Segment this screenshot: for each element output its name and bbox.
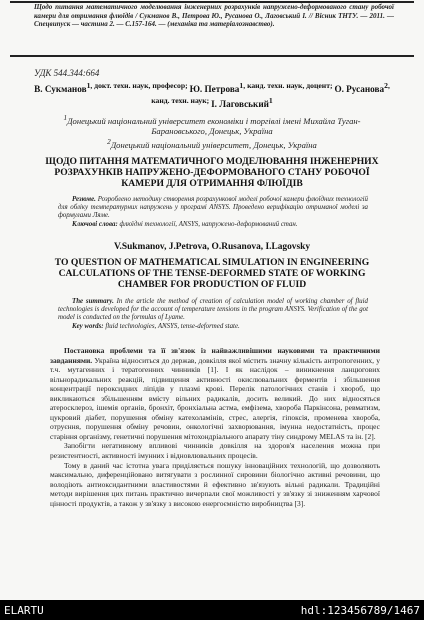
body-paragraph-1	[50, 346, 380, 441]
viewer-footer-bar	[0, 600, 424, 620]
abstract-label: The summary.	[72, 298, 114, 305]
body-text	[50, 346, 380, 508]
author-role: 1, докт. техн. наук, професор;	[86, 81, 190, 90]
title-ukrainian: ЩОДО ПИТАННЯ МАТЕМАТИЧНОГО МОДЕЛЮВАННЯ ІНЖЕНЕРНИХ РОЗРАХУНКІВ НАПРУЖЕНО-ДЕФОРМОВАНОГО СТАНУ РОБОЧОЇ КАМЕРИ ДЛЯ ОТРИМАННЯ ФЛЮЇДІВ	[45, 156, 379, 190]
affiliation-text: Донецький національний університет економіки і торгівлі імені Михайла Туган-Барановського, Донецьк, Україна	[67, 115, 361, 137]
affiliations	[60, 113, 364, 151]
keywords-text: fluid technologies, ANSYS, tense-deformed state.	[103, 322, 240, 330]
authors-ukrainian	[34, 80, 390, 111]
section-heading: Постановка проблеми та її зв'язок із найважливішими науковими та практичними завданнями.	[50, 346, 380, 365]
affiliation-marker: 1	[63, 114, 68, 122]
abstract-text: In the article the method of creation of calculation model of working chamber of fluid technologies is developed for the account of temperature tensions in the program ANSYS. Verification of the got model is conducted on the formulas of Lyame.	[58, 298, 368, 322]
affiliation-marker: 2	[107, 138, 111, 147]
author-name: І. Лаговський	[211, 99, 269, 110]
keywords-label: Key words:	[72, 322, 104, 330]
repository-name: ELARTU	[4, 604, 44, 617]
body-paragraph-3: Тому в даний час істотна увага приділяється пошуку інноваційних технологій, що дозволяють максимально, диференційовано витягувати з рослинної сировини біологічно активні речовини, що володіють антиоксидантними властивостями й ефективно зв'язують вільні радикали. Традиційні методи вирішення цих питань практично вичерпали свої можливості у зв'язку зі зниженням харчової цінності продуктів, а також у зв'язку з високою енергоємністю виробництва [3].	[50, 460, 380, 508]
header-bottom-rule	[10, 55, 414, 57]
author-name: В. Сукманов	[34, 84, 87, 95]
author-role: 2, канд. техн. наук;	[151, 81, 390, 106]
affiliation-2	[60, 137, 364, 150]
abstract-label: Резюме.	[72, 196, 96, 203]
handle-identifier: hdl:123456789/1467	[300, 604, 420, 617]
body-paragraph-2: Запобігти негативному впливові чинників довкілля на здоров'я населення можна при резистентності, активності імунних і відновлювальних процесів.	[50, 441, 380, 461]
author-role: 1	[268, 96, 273, 106]
affiliation-1	[60, 113, 364, 137]
keywords-label: Ключові слова:	[72, 220, 118, 228]
udk-code: УДК 544.344:664	[34, 68, 100, 78]
citation-header: Щодо питання математичного моделювання інженерних розрахунків напружено-деформованого стану робочої камери для отримання флюїдів / Сукманов В., Петрова Ю., Русанова О., Лаговський І. // Вісник ТНТУ. — 2011. — Спецвипуск — частина 2. — С.157-164. — (механіка та матеріалознавство).	[34, 3, 394, 29]
title-english: TO QUESTION OF MATHEMATICAL SIMULATION IN ENGINEERING CALCULATIONS OF THE TENSE-DEFORMED STATE OF WORKING CHAMBER FOR PRODUCTION OF FLUID	[54, 257, 370, 291]
author-name: О. Русанова	[334, 84, 385, 95]
abstract-ukrainian	[58, 196, 368, 229]
abstract-text: Розроблено методику створення розрахункової моделі робочої камери флюїдних технологій для обліку температурних напружень у програмі ANSYS. Проведено верифікацію отриманої моделі за формулами Ляме.	[58, 196, 368, 220]
author-name: Ю. Петрова	[189, 84, 240, 95]
keywords-text: флюїдні технології, ANSYS, напружено-деформований стан.	[117, 220, 298, 228]
author-role: 1, канд. техн. наук, доцент;	[239, 81, 335, 90]
authors-english: V.Sukmanov, J.Petrova, O.Rusanova, I.Lagovsky	[113, 242, 311, 252]
paragraph-text: Україна відноситься до держав, довкілля якої містить значну кількість антропогенних, у т.ч. мутагенних і тератогенних чинників [1]. І як наслідок – виникнення ланцюгових вільнорадикальних реакцій, підвищення активності окислювальних ферментів і збільшення концентрації пероксидних ліпідів у плазмі крові. Перелік патологічних станів і хвороб, що викликаються збільшенням вмісту вільних радикалів, досить великий. До них відносяться атеросклероз, ішемія органів, бронхіт, бронхіальна астма, емфізема, хвороба Паркінсона, ревматизм, цукровий діабет, порушення обміну катехоламінів, стрес, алергія, гіпоксія, променева хвороба, отруєння, порушення обміну речовин, онкологічні захворювання, імунна недостатність, процес старіння організму, генетичні порушення мітохондріального апарату тіну синдрому MELAS та ін. [2].	[50, 355, 380, 441]
abstract-english	[58, 298, 368, 331]
affiliation-text: Донецький національний університет, Донецьк, Україна	[110, 139, 317, 150]
